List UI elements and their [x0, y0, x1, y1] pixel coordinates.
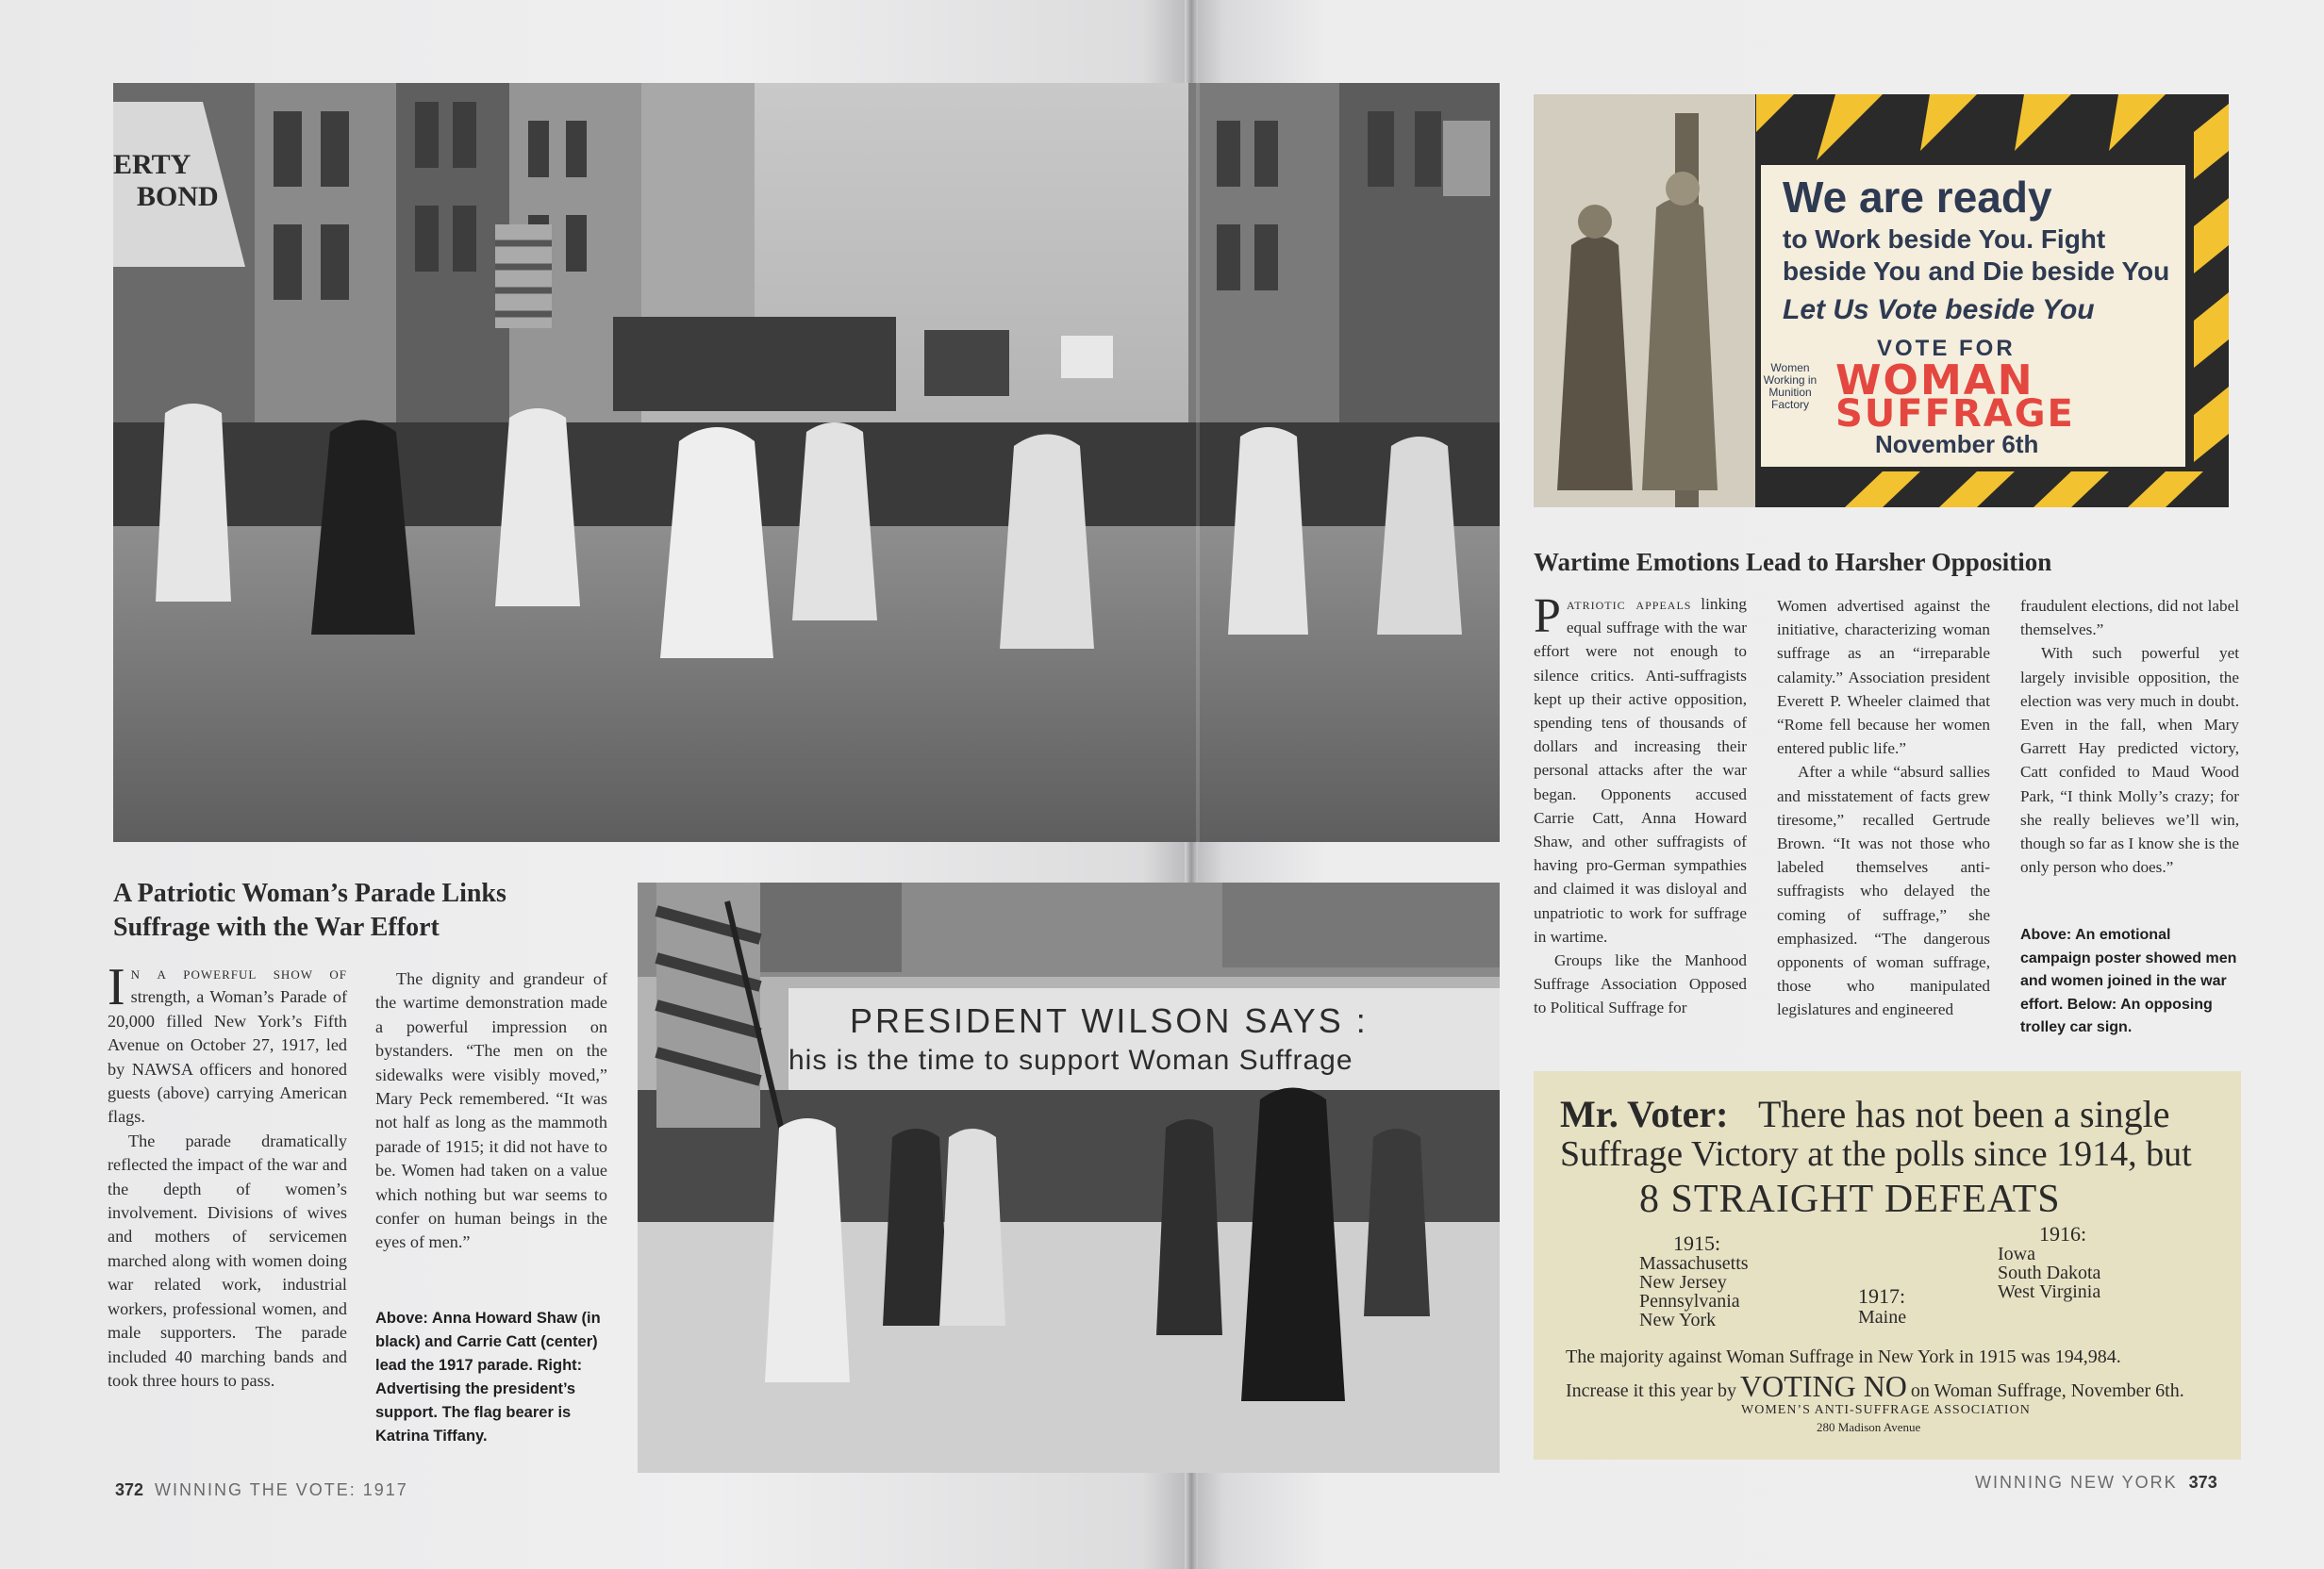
left-article-col-2: [375, 967, 607, 1255]
ad-1915-state: New York: [1639, 1310, 1717, 1330]
ad-1917-state: Maine: [1858, 1307, 1907, 1328]
sign-text-2: BOND: [137, 181, 219, 212]
ad-defeats: 8 STRAIGHT DEFEATS: [1639, 1178, 2061, 1221]
lead-in: n a powerful show of: [130, 964, 347, 983]
ad-1915-state: New Jersey: [1639, 1272, 1727, 1293]
left-col1-para-1: [108, 958, 347, 1130]
ad-increase-line: [1566, 1369, 2184, 1404]
poster-woman: WOMAN: [1835, 356, 2034, 405]
left-col1-para-2: The parade dramatically reflected the impact of the war and the depth of women’s involvement. Divisions of wives and mothers of servicemen marched along with women doing war related work, industrial workers, professional women, and male supporters. The parade included 40 marching bands and took three hours to pass.: [108, 1131, 347, 1390]
right-article-col-2: [1777, 594, 1990, 1022]
anti-suffrage-trolley-sign: [1534, 1071, 2241, 1460]
sign-text-1: ERTY: [113, 149, 191, 180]
ad-association: WOMEN’S ANTI-SUFFRAGE ASSOCIATION: [1741, 1403, 2031, 1417]
ad-year-1916: 1916:: [2039, 1222, 2087, 1246]
dropcap-i: I: [108, 958, 125, 1016]
page-number-left: 372: [115, 1480, 144, 1499]
ad-1915-state: Pennsylvania: [1639, 1291, 1740, 1312]
poster-line-3: beside You and Die beside You: [1783, 256, 2170, 286]
ad-increase-end: on Woman Suffrage, November 6th.: [1910, 1380, 2184, 1401]
ad-year-1917: 1917:: [1858, 1284, 1906, 1308]
left-photo-caption: Above: Anna Howard Shaw (in black) and Carrie Catt (center) lead the 1917 parade. Right: Advertising the president’s support. The flag bearer is Katrina Tiffany.: [375, 1310, 601, 1445]
wilson-banner-top: PRESIDENT WILSON SAYS :: [850, 1001, 1369, 1040]
poster-date: November 6th: [1875, 430, 2039, 458]
ad-majority: The majority against Woman Suffrage in New York in 1915 was 194,984.: [1566, 1346, 2121, 1367]
left-article-col-1: [108, 958, 347, 1393]
poster-line-1: We are ready: [1783, 173, 2052, 222]
parade-photo-top-image: [113, 83, 1500, 842]
poster-line-4: Let Us Vote beside You: [1783, 294, 2095, 325]
running-head-right: WINNING NEW YORK: [1975, 1473, 2178, 1492]
ad-1915-states: [1639, 1254, 1749, 1330]
right-col3-para-2: With such powerful yet largely invisible opposition, the election was very much in doubt. Even in the fall, when Mary Garrett Hay predicted victory, Catt confided to Maud Wood Park, “I think Molly’s crazy; for she really believes we’ll win, though so far as I know she is the only person who does.”: [2020, 644, 2239, 877]
right-col1-para-2: Groups like the Manhood Suffrage Association Opposed to Political Suffrage for: [1534, 951, 1747, 1017]
running-head-left: WINNING THE VOTE: 1917: [155, 1480, 408, 1499]
right-photo-caption: Above: An emotional campaign poster showed men and women joined in the war effort. Below: An opposing trolley car sign.: [2020, 927, 2237, 1036]
right-article-col-3: [2020, 594, 2239, 879]
left-folio: [104, 1480, 408, 1500]
dropcap-p: P: [1534, 589, 1561, 643]
ad-increase: Increase it this year by: [1566, 1380, 1737, 1401]
parade-photo-wilson-image: [638, 883, 1500, 1473]
parade-photo-wilson: [638, 883, 1500, 1473]
ad-1916-state: Iowa: [1998, 1244, 2035, 1264]
wilson-banner-bottom: his is the time to support Woman Suffrage: [788, 1045, 1353, 1076]
ad-line-1: There has not been a single: [1758, 1093, 2170, 1135]
ad-voting-no: VOTING NO: [1740, 1369, 1907, 1403]
right-col1-para-1: [1534, 589, 1747, 949]
page-number-right: 373: [2188, 1473, 2217, 1492]
poster-side-note: Women Working in Munition Factory: [1763, 361, 1818, 411]
poster-line-2: to Work beside You. Fight: [1783, 224, 2106, 254]
right-col3-para-1: fraudulent elections, did not label themselves.”: [2020, 597, 2239, 639]
poster-vote-for: VOTE FOR: [1877, 336, 2016, 361]
right-folio: [1975, 1473, 2229, 1493]
parade-photo-top: [113, 83, 1500, 842]
right-lead-in: atriotic appeals: [1566, 595, 1692, 613]
right-col1-p1-text: linking equal suffrage with the war effort were not enough to silence critics. Anti-suffragists kept up their active opposition, spending tens of thousands of dollars and increasing their personal attacks after the war began. Opponents accused Carrie Catt, Anna Howard Shaw, and other suffragists of having pro-German sympathies and claimed it was disloyal and unpatriotic to work for suffrage in wartime.: [1534, 595, 1747, 946]
ad-1916-state: West Virginia: [1998, 1281, 2101, 1302]
ad-mr-voter: Mr. Voter:: [1560, 1093, 1729, 1135]
ad-year-1915: 1915:: [1673, 1231, 1721, 1255]
ad-1915-state: Massachusetts: [1639, 1253, 1749, 1274]
left-headline: A Patriotic Woman’s Parade Links Suffrage with the War Effort: [113, 879, 506, 942]
ad-address: 280 Madison Avenue: [1817, 1420, 1921, 1434]
ad-line-2: Suffrage Victory at the polls since 1914, but: [1560, 1134, 2192, 1174]
poster-suffrage: SUFFRAGE: [1835, 392, 2075, 436]
left-col1-p1-text: strength, a Woman’s Parade of 20,000 filled New York’s Fifth Avenue on October 27, 1917, led by NAWSA officers and honored guests (above) carrying American flags.: [108, 987, 347, 1127]
right-article-col-1: [1534, 589, 1747, 1020]
left-col2-para-1: The dignity and grandeur of the wartime demonstration made a powerful impression on bystanders. “The men on the sidewalks were visibly moved,” Mary Peck remembered. “It was not half as long as the mammoth parade of 1915; it did not have to be. Women had taken on a value which nothing but war seems to confer on human beings in the eyes of men.”: [375, 969, 607, 1252]
ad-1916-states: [1998, 1245, 2100, 1301]
right-headline: Wartime Emotions Lead to Harsher Opposition: [1534, 548, 2052, 576]
right-col2-para-2: After a while “absurd sallies and misstatement of facts grew tiresome,” recalled Gertrude Brown. “It was not those who labeled themselves anti-suffragists who delayed the coming of suffrage,” she emphasized. “The dangerous opponents of woman suffrage, those who manipulated legislatures and engineered: [1777, 763, 1990, 1019]
ad-1916-state: South Dakota: [1998, 1263, 2101, 1283]
liberty-bond-sign: [113, 149, 219, 213]
right-col2-para-1: Women advertised against the initiative, characterizing woman suffrage as an “irreparable calamity.” Association president Everett P. Wheeler claimed that “Rome fell because her women entered public life.”: [1777, 597, 1990, 758]
